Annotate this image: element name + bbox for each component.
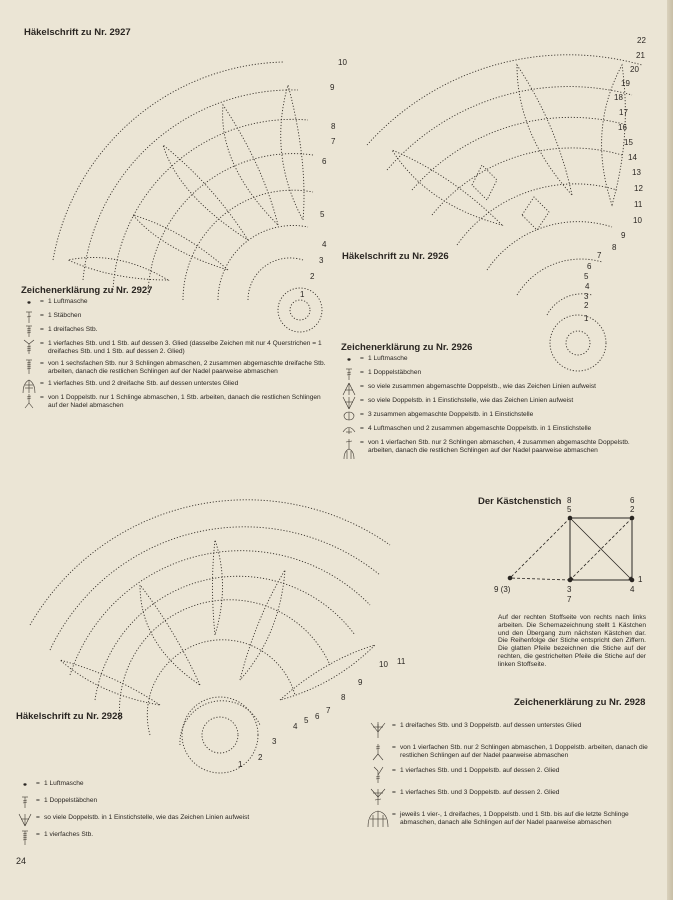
legend-item: = 1 vierfaches Stb. und 1 Stb. auf dessen 3. Glied (dasselbe Zeichen mit nur 4 Querstrichen = 1 dreifaches Stb. und 1 Stb. auf dessen 2. Glied) [18,340,326,355]
legend-item: = 1 vierfaches Stb. [14,831,354,840]
legend-2928-right [364,722,654,831]
row-number: 15 [624,138,633,147]
heading-diagram-2928: Häkelschrift zu Nr. 2928 [16,711,123,722]
chain-stitch-icon [14,780,36,789]
legend-2926 [338,355,650,459]
row-number: 19 [621,79,630,88]
picot-cluster-icon [338,425,360,434]
row-number: 7 [597,251,602,260]
treble-crochet-icon [18,312,40,321]
legend-item: = 1 dreifaches Stb. und 3 Doppelstb. auf dessen unterstes Glied [364,722,654,736]
legend-item: = 1 Doppelstäbchen [14,797,354,806]
row-number: 5 [320,210,325,219]
double-treble-icon [338,369,360,378]
row-number: 20 [630,65,639,74]
heading-legend-2926: Zeichenerklärung zu Nr. 2926 [341,342,473,353]
row-number: 9 [358,678,363,687]
cluster-shell-icon [364,811,392,825]
stitch-label: 6 [630,496,635,505]
heading-legend-2927: Zeichenerklärung zu Nr. 2927 [21,285,153,296]
bobble-stitch-icon [338,411,360,420]
triple-treble-icon [18,326,40,335]
heading-kastchenstich: Der Kästchenstich [478,496,562,507]
row-number: 1 [300,290,305,299]
double-treble-split-icon [18,394,40,403]
row-number: 10 [633,216,642,225]
legend-item: = von 1 vierfachen Stb. nur 2 Schlingen abmaschen, 4 zusammen abgemaschte Doppelstb. arbeiten, danach die restlichen Schlingen auf der Nadel paarweise abmaschen [338,439,650,454]
legend-item: = 3 zusammen abgemaschte Doppelstb. in 1 Einstichstelle [338,411,650,420]
row-number: 4 [322,240,327,249]
crochet-chart-2926 [360,35,650,380]
row-number: 13 [632,168,641,177]
legend-item: = so viele Doppelstb. in 1 Einstichstelle, wie das Zeichen Linien aufweist [14,814,354,823]
legend-item: = 4 Luftmaschen und 2 zusammen abgemaschte Doppelstb. in 1 Einstichstelle [338,425,650,434]
quad-treble-combo-icon [364,767,392,781]
row-number: 4 [585,282,590,291]
legend-item: = 1 dreifaches Stb. [18,326,326,335]
row-number: 1 [584,314,589,323]
stitch-label: 1 [638,575,643,584]
heading-diagram-2926: Häkelschrift zu Nr. 2926 [342,251,449,262]
row-number: 14 [628,153,637,162]
row-number: 16 [618,123,627,132]
row-number: 6 [322,157,327,166]
row-number: 18 [614,93,623,102]
legend-item: = jeweils 1 vier-, 1 dreifaches, 1 Doppelstb. und 1 Stb. bis auf die letzte Schlinge abmaschen, danach alle Schlingen auf der Nadel paarweise abmaschen [364,811,654,826]
heading-diagram-2927: Häkelschrift zu Nr. 2927 [24,27,131,38]
quad-treble-split-icon [364,744,392,758]
stitch-label: 8 [567,496,572,505]
legend-item: = so viele Doppelstb. in 1 Einstichstelle, wie das Zeichen Linien aufweist [338,397,650,406]
triple-treble-fan-icon [364,722,392,736]
row-number: 6 [315,712,320,721]
legend-item: = 1 vierfaches Stb. und 3 Doppelstb. auf dessen 2. Glied [364,789,654,803]
chain-stitch-icon [18,298,40,307]
double-treble-icon [14,797,36,806]
legend-item: = 1 Stäbchen [18,312,326,321]
double-treble-fan-icon [14,814,36,823]
stitch-label: 2 [630,505,635,514]
legend-item: = von 1 Doppelstb. nur 1 Schlinge abmaschen, 1 Stb. arbeiten, danach die restlichen Schlingen auf der Nadel abmaschen [18,394,326,409]
double-treble-fan-icon [338,397,360,406]
double-treble-cluster-icon [338,383,360,392]
row-number: 8 [341,693,346,702]
quad-treble-cluster-icon [338,439,360,448]
stitch-label: 3 [567,585,572,594]
stitch-label: 9 (3) [494,585,511,594]
sextuple-treble-cluster-icon [18,360,40,369]
row-number: 7 [326,706,331,715]
row-number: 3 [272,737,277,746]
legend-item: = 1 vierfaches Stb. und 1 Doppelstb. auf dessen 2. Glied [364,767,654,781]
heading-legend-2928: Zeichenerklärung zu Nr. 2928 [514,697,646,708]
quad-treble-fan-icon [364,789,392,803]
row-number: 17 [619,108,628,117]
row-number: 9 [621,231,626,240]
legend-item: = von 1 vierfachen Stb. nur 2 Schlingen abmaschen, 1 Doppelstb. arbeiten, danach die restlichen Schlingen auf der Nadel paarweise abmaschen [364,744,654,759]
legend-2927 [18,298,326,415]
legend-item: = 1 Luftmasche [338,355,650,364]
quad-treble-fan-icon [18,380,40,389]
row-number: 12 [634,184,643,193]
row-number: 10 [379,660,388,669]
quad-treble-icon [14,831,36,840]
row-number: 3 [319,256,324,265]
stitch-label: 4 [630,585,635,594]
row-number: 7 [331,137,336,146]
row-number: 1 [238,760,243,769]
row-number: 8 [331,122,336,131]
row-number: 6 [587,262,592,271]
row-number: 2 [584,301,589,310]
legend-item: = 1 Doppelstäbchen [338,369,650,378]
row-number: 4 [293,722,298,731]
stitch-label: 7 [567,595,572,604]
row-number: 11 [634,200,643,209]
page-edge [667,0,673,900]
legend-2928-left [14,780,354,845]
crochet-chart-2928 [15,485,400,775]
quad-treble-combo-icon [18,340,40,349]
legend-item: = 1 Luftmasche [18,298,326,307]
legend-item: = von 1 sechsfachen Stb. nur 3 Schlingen abmaschen, 2 zusammen abgemaschte dreifache Stb. arbeiten, danach die restlichen Schlingen auf der Nadel paarweise abmaschen [18,360,326,375]
row-number: 9 [330,83,335,92]
page-number: 24 [16,856,27,866]
row-number: 10 [338,58,347,67]
chain-stitch-icon [338,355,360,364]
box-stitch-description: Auf der rechten Stoffseite von rechts nach links arbeiten. Die Schemazeichnung stellt 1 Kästchen und den Übergang zum nächsten Kästchen dar. Die Reihenfolge der Stiche entspricht den Ziffern. Die glatten Pfeile bezeichnen die Stiche auf der rechten, die gestrichelten Pfeile die Stiche auf der linken Stoffseite. [498,614,646,668]
row-number: 3 [584,292,589,301]
legend-item: = 1 vierfaches Stb. und 2 dreifache Stb. auf dessen unterstes Glied [18,380,326,389]
row-number: 21 [636,51,645,60]
stitch-label: 5 [567,505,572,514]
box-stitch-diagram [500,500,650,600]
row-number: 5 [304,716,309,725]
row-number: 2 [310,272,315,281]
row-number: 5 [584,272,589,281]
row-number: 2 [258,753,263,762]
row-number: 8 [612,243,617,252]
legend-item: = so viele zusammen abgemaschte Doppelstb., wie das Zeichen Linien aufweist [338,383,650,392]
row-number: 22 [637,36,646,45]
legend-item: = 1 Luftmasche [14,780,354,789]
row-number: 11 [397,657,406,666]
